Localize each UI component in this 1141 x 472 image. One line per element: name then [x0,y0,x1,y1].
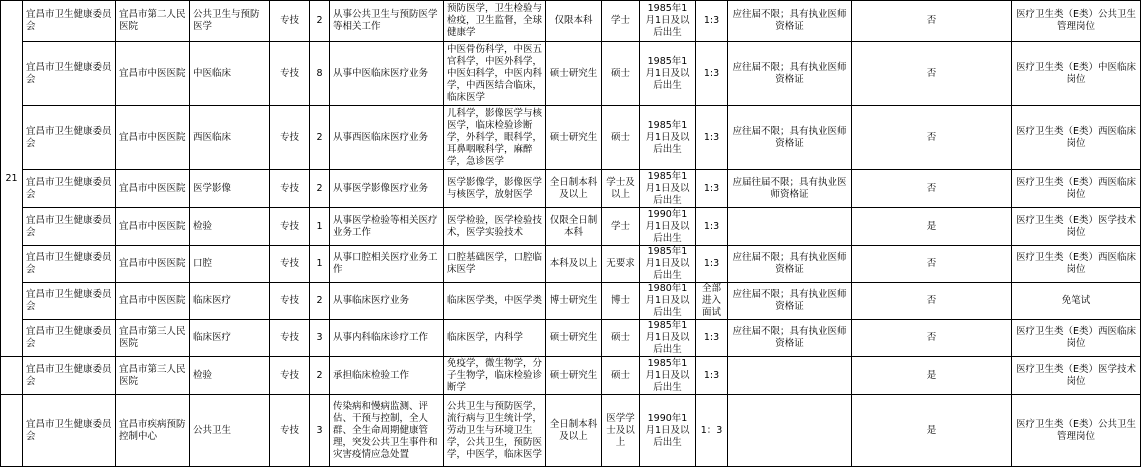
headcount-cell: 3 [310,320,330,357]
ratio-cell: 1:3 [696,106,728,170]
dept-cell: 宜昌市卫生健康委员会 [23,246,116,283]
category-cell: 医疗卫生类（E类）公共卫生管理岗位 [1012,1,1141,42]
category-cell: 医疗卫生类（E类）公共卫生管理岗位 [1012,395,1141,467]
table-row [1,283,1141,320]
major-cell: 预防医学，卫生检验与检疫，卫生监督，全球健康学 [444,1,546,42]
post-type-cell: 专技 [270,170,310,208]
other-requirements-cell: 应往届不限；具有执业医师资格证 [728,1,852,42]
degree-cell: 学士 [602,1,640,42]
age-cell: 1985年1月1日及以后出生 [640,357,696,395]
ratio-cell: 1:3 [696,170,728,208]
dept-cell: 宜昌市卫生健康委员会 [23,395,116,467]
major-cell: 儿科学，影像医学与核医学，临床检验诊断学，外科学，眼科学，耳鼻咽喉科学，麻醉学，急诊医学 [444,106,546,170]
degree-cell: 硕士 [602,320,640,357]
ratio-cell: 1:3 [696,357,728,395]
table-row [1,1,1141,42]
headcount-cell: 2 [310,106,330,170]
post-cell: 口腔 [190,246,270,283]
post-cell: 西医临床 [190,106,270,170]
post-cell: 公共卫生 [190,395,270,467]
degree-cell: 博士 [602,283,640,320]
dept-cell: 宜昌市卫生健康委员会 [23,320,116,357]
category-cell: 免笔试 [1012,283,1141,320]
headcount-cell: 2 [310,1,330,42]
table-row [1,208,1141,246]
other-requirements-cell: 应往届不限；具有执业医师资格证 [728,42,852,106]
table-row [1,170,1141,208]
dept-cell: 宜昌市卫生健康委员会 [23,1,116,42]
ratio-cell: 1:3 [696,320,728,357]
duty-cell: 从事内科临床诊疗工作 [330,320,444,357]
unit-cell: 宜昌市疾病预防控制中心 [116,395,190,467]
category-cell: 医疗卫生类（E类）西医临床岗位 [1012,320,1141,357]
duty-cell: 从事医学影像医疗业务 [330,170,444,208]
education-cell: 硕士研究生 [546,106,602,170]
category-cell: 医疗卫生类（E类）中医临床岗位 [1012,42,1141,106]
duty-cell: 从事中医临床医疗业务 [330,42,444,106]
other-requirements-cell: 应往届不限；具有执业医师资格证 [728,283,852,320]
exam-exempt-cell: 否 [852,320,1012,357]
degree-cell: 硕士 [602,357,640,395]
table-row [1,42,1141,106]
category-cell: 医疗卫生类（E类）西医临床岗位 [1012,106,1141,170]
age-cell: 1985年1月1日及以后出生 [640,246,696,283]
post-type-cell: 专技 [270,357,310,395]
dept-cell: 宜昌市卫生健康委员会 [23,170,116,208]
empty-cell [1,395,23,467]
unit-cell: 宜昌市第三人民医院 [116,357,190,395]
table-row [1,246,1141,283]
headcount-cell: 2 [310,170,330,208]
headcount-cell: 1 [310,208,330,246]
dept-cell: 宜昌市卫生健康委员会 [23,106,116,170]
headcount-cell: 2 [310,283,330,320]
headcount-cell: 1 [310,246,330,283]
duty-cell: 承担临床检验工作 [330,357,444,395]
degree-cell: 硕士 [602,42,640,106]
major-cell: 免疫学，微生物学，分子生物学，临床检验诊断学 [444,357,546,395]
education-cell: 本科及以上 [546,246,602,283]
category-cell: 医疗卫生类（E类）西医临床岗位 [1012,170,1141,208]
unit-cell: 宜昌市第二人民医院 [116,1,190,42]
degree-cell: 硕士 [602,106,640,170]
exam-exempt-cell: 是 [852,395,1012,467]
exam-exempt-cell: 是 [852,357,1012,395]
ratio-cell: 1：3 [696,395,728,467]
major-cell: 口腔基础医学，口腔临床医学 [444,246,546,283]
post-cell: 医学影像 [190,170,270,208]
post-cell: 中医临床 [190,42,270,106]
dept-cell: 宜昌市卫生健康委员会 [23,42,116,106]
dept-cell: 宜昌市卫生健康委员会 [23,208,116,246]
post-type-cell: 专技 [270,208,310,246]
post-type-cell: 专技 [270,1,310,42]
major-cell: 医学影像学，影像医学与核医学，放射医学 [444,170,546,208]
unit-cell: 宜昌市中医医院 [116,106,190,170]
exam-exempt-cell: 否 [852,246,1012,283]
table-row [1,395,1141,467]
post-type-cell: 专技 [270,395,310,467]
major-cell: 医学检验，医学检验技术，医学实验技术 [444,208,546,246]
dept-cell: 宜昌市卫生健康委员会 [23,357,116,395]
education-cell: 博士研究生 [546,283,602,320]
post-type-cell: 专技 [270,246,310,283]
duty-cell: 从事临床医疗业务 [330,283,444,320]
ratio-cell: 1:3 [696,208,728,246]
headcount-cell: 2 [310,357,330,395]
duty-cell: 从事口腔相关医疗业务工作 [330,246,444,283]
post-type-cell: 专技 [270,283,310,320]
other-requirements-cell [728,357,852,395]
table-row [1,106,1141,170]
education-cell: 仅限本科 [546,1,602,42]
exam-exempt-cell: 否 [852,170,1012,208]
age-cell: 1990年1月1日及以后出生 [640,395,696,467]
education-cell: 硕士研究生 [546,42,602,106]
major-cell: 临床医学类，中医学类 [444,283,546,320]
degree-cell: 学士 [602,208,640,246]
duty-cell: 从事西医临床医疗业务 [330,106,444,170]
exam-exempt-cell: 否 [852,106,1012,170]
unit-cell: 宜昌市中医医院 [116,208,190,246]
exam-exempt-cell: 是 [852,208,1012,246]
degree-cell: 学士及以上 [602,170,640,208]
empty-cell [1,357,23,395]
other-requirements-cell: 应往届不限；具有执业医师资格证 [728,106,852,170]
degree-cell: 医学学士及以上 [602,395,640,467]
age-cell: 1985年1月1日及以后出生 [640,42,696,106]
major-cell: 中医骨伤科学，中医五官科学，中医外科学，中医妇科学，中医内科学，中西医结合临床，临床医学 [444,42,546,106]
unit-cell: 宜昌市中医医院 [116,246,190,283]
age-cell: 1985年1月1日及以后出生 [640,106,696,170]
exam-exempt-cell: 否 [852,1,1012,42]
age-cell: 1985年1月1日及以后出生 [640,1,696,42]
other-requirements-cell [728,208,852,246]
category-cell: 医疗卫生类（E类）西医临床岗位 [1012,246,1141,283]
post-type-cell: 专技 [270,320,310,357]
other-requirements-cell [728,395,852,467]
degree-cell: 无要求 [602,246,640,283]
age-cell: 1980年1月1日及以后出生 [640,283,696,320]
ratio-cell: 1:3 [696,1,728,42]
education-cell: 全日制本科及以上 [546,170,602,208]
exam-exempt-cell: 否 [852,42,1012,106]
group-number-cell: 21 [1,1,23,357]
table-row [1,357,1141,395]
post-cell: 临床医疗 [190,320,270,357]
duty-cell: 从事医学检验等相关医疗业务工作 [330,208,444,246]
age-cell: 1985年1月1日及以后出生 [640,320,696,357]
table-row [1,320,1141,357]
headcount-cell: 3 [310,395,330,467]
post-cell: 检验 [190,208,270,246]
education-cell: 硕士研究生 [546,320,602,357]
major-cell: 公共卫生与预防医学，流行病与卫生统计学，劳动卫生与环境卫生学，公共卫生，预防医学，中医学，临床医学 [444,395,546,467]
ratio-cell: 全部进入面试 [696,283,728,320]
other-requirements-cell: 应往届不限；具有执业医师资格证 [728,246,852,283]
duty-cell: 从事公共卫生与预防医学等相关工作 [330,1,444,42]
ratio-cell: 1:3 [696,42,728,106]
post-type-cell: 专技 [270,42,310,106]
headcount-cell: 8 [310,42,330,106]
age-cell: 1985年1月1日及以后出生 [640,170,696,208]
post-type-cell: 专技 [270,106,310,170]
education-cell: 硕士研究生 [546,357,602,395]
major-cell: 临床医学，内科学 [444,320,546,357]
post-cell: 公共卫生与预防医学 [190,1,270,42]
other-requirements-cell: 应届往届不限；具有执业医师资格证 [728,170,852,208]
category-cell: 医疗卫生类（E类）医学技术岗位 [1012,208,1141,246]
education-cell: 仅限全日制本科 [546,208,602,246]
other-requirements-cell: 应往届不限；具有执业医师资格证 [728,320,852,357]
post-cell: 临床医疗 [190,283,270,320]
exam-exempt-cell: 否 [852,283,1012,320]
dept-cell: 宜昌市卫生健康委员会 [23,283,116,320]
unit-cell: 宜昌市第三人民医院 [116,320,190,357]
duty-cell: 传染病和慢病监测、评估、干预与控制，全人群、全生命周期健康管理，突发公共卫生事件和灾害疫情应急处置 [330,395,444,467]
education-cell: 全日制本科及以上 [546,395,602,467]
post-cell: 检验 [190,357,270,395]
unit-cell: 宜昌市中医医院 [116,170,190,208]
category-cell: 医疗卫生类（E类）医学技术岗位 [1012,357,1141,395]
age-cell: 1990年1月1日及以后出生 [640,208,696,246]
ratio-cell: 1:3 [696,246,728,283]
unit-cell: 宜昌市中医医院 [116,42,190,106]
unit-cell: 宜昌市中医医院 [116,283,190,320]
